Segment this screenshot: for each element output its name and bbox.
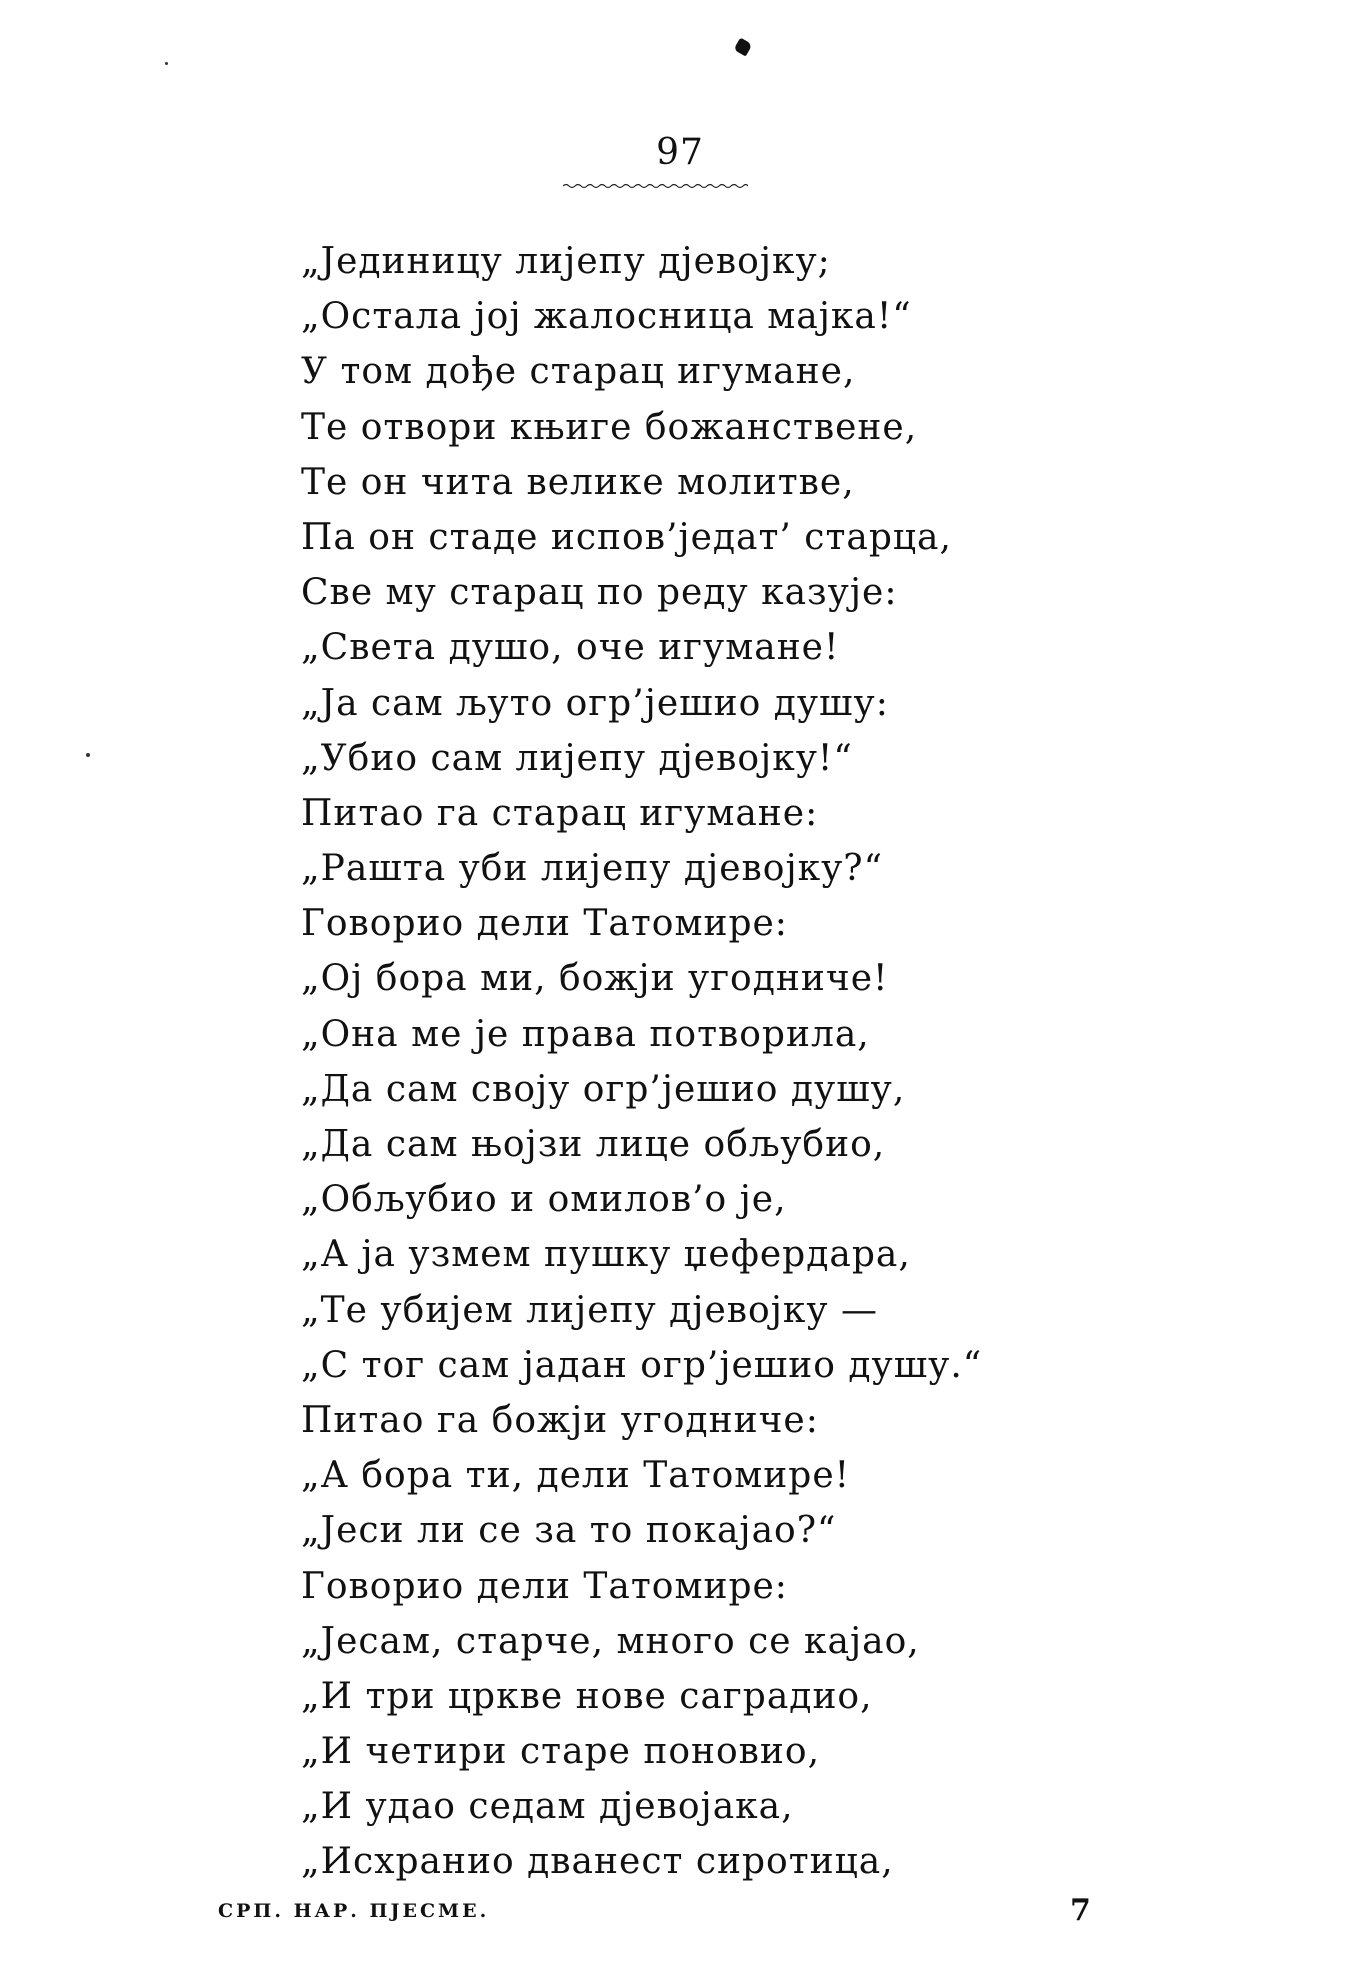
- poem-line: „Јесам, старче, много се кајао,: [301, 1620, 920, 1662]
- poem-line: „Света душо, оче игумане!: [301, 627, 840, 669]
- poem-line: „Она ме је права потворила,: [301, 1013, 870, 1055]
- speck: [165, 62, 168, 65]
- poem-line: „Ој бора ми, божји угодниче!: [301, 958, 889, 1000]
- footer-signature-number: 7: [1070, 1893, 1091, 1928]
- poem-line: „Ја сам љуто огр’јешио душу:: [301, 682, 889, 724]
- poem-line: „И три цркве нове саградио,: [301, 1675, 873, 1717]
- poem-line: „Рашта уби лијепу дјевојку?“: [301, 848, 883, 890]
- poem-line: Те он чита велике молитве,: [301, 461, 855, 503]
- poem-line: Говорио дели Татомире:: [301, 903, 788, 945]
- poem-line: „Да сам њојзи лице обљубио,: [301, 1124, 886, 1165]
- poem-line: „Јеси ли се за то покајао?“: [301, 1510, 837, 1552]
- poem-line: „С тог сам јадан огр’јешио душу.“: [301, 1344, 983, 1386]
- poem-line: „Исхранио дванест сиротица,: [301, 1841, 894, 1883]
- poem-line: У том дође старац игумане,: [301, 351, 856, 393]
- poem-line: „А ја узмем пушку џефердара,: [301, 1234, 911, 1276]
- poem-line: Па он стаде испов’једат’ старца,: [301, 516, 952, 558]
- poem: [301, 234, 1301, 1890]
- poem-line: Све му старац по реду казује:: [301, 572, 898, 614]
- poem-line: „Остала јој жалосница мајка!“: [301, 296, 912, 338]
- poem-line: „А бора ти, дели Татомире!: [301, 1455, 851, 1497]
- speck: [86, 753, 90, 757]
- poem-line: Говорио дели Татомире:: [301, 1565, 788, 1607]
- poem-line: „И удао седам дјевојака,: [301, 1786, 794, 1828]
- poem-line: Питао га старац игумане:: [301, 792, 819, 834]
- page-number-rule: [563, 183, 748, 189]
- poem-line: „Обљубио и омилов’о је,: [301, 1179, 787, 1221]
- footer-signature: СРП. НАР. ПЈЕСМЕ.: [218, 1900, 490, 1922]
- poem-line: Те отвори књиге божанствене,: [301, 406, 918, 448]
- poem-line: Питао га божји угодниче:: [301, 1399, 819, 1441]
- page-number: 97: [656, 132, 704, 173]
- poem-line: „Убио сам лијепу дјевојку!“: [301, 737, 853, 779]
- ink-mark: [733, 37, 752, 56]
- poem-line: „Јединицу лијепу дјевојку;: [301, 241, 831, 282]
- poem-line: „И четири старе поновио,: [301, 1731, 821, 1773]
- poem-line: „Те убијем лијепу дјевојку —: [301, 1289, 878, 1331]
- poem-line: „Да сам своју огр’јешио душу,: [301, 1068, 906, 1110]
